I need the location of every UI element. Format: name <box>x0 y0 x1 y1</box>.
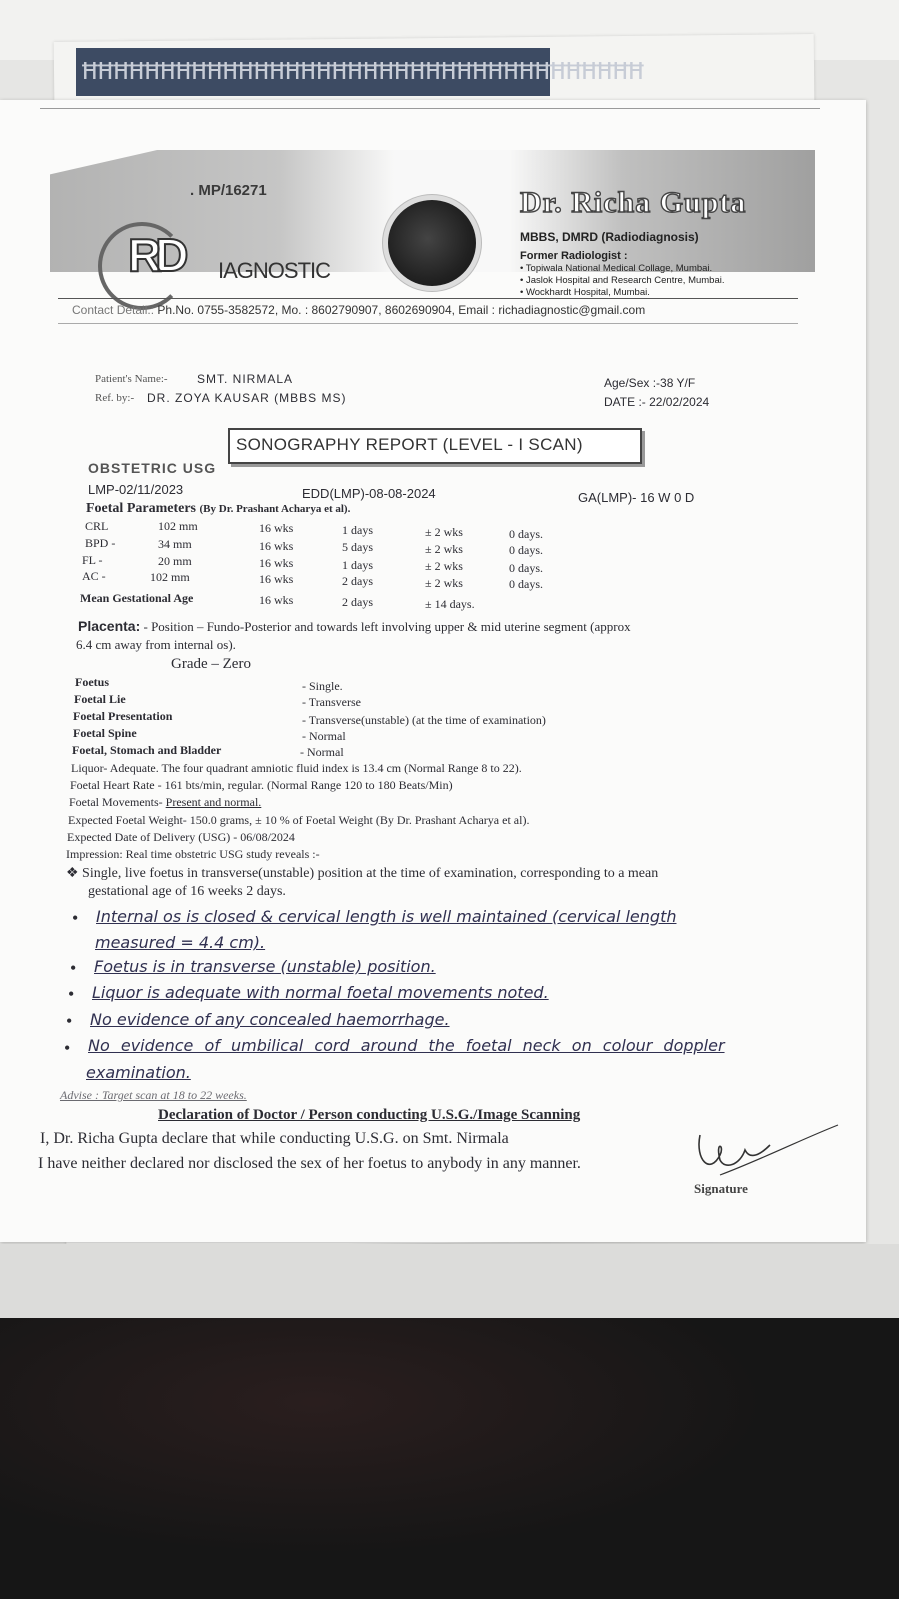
param-vdays: 0 days. <box>509 543 543 557</box>
foetal-heart-rate: Foetal Heart Rate - 161 bts/min, regular. (Normal Range 120 to 180 Beats/Min) <box>70 778 453 792</box>
hospital-3: • Wockhardt Hospital, Mumbai. <box>520 287 650 298</box>
contact-label: Contact Detail.: <box>72 303 155 317</box>
finding-label: Foetal Lie <box>74 692 126 706</box>
param-name: CRL <box>85 519 109 533</box>
param-vdays: 0 days. <box>509 561 543 575</box>
finding-label: Foetal, Stomach and Bladder <box>72 743 222 757</box>
bullet-text: Foetus is in transverse (unstable) position. <box>94 957 436 976</box>
logo-text: IAGNOSTIC <box>218 258 331 283</box>
contact-text: Ph.No. 0755-3582572, Mo. : 8602790907, 8602690904, Email : richadiagnostic@gmail.com <box>157 303 646 317</box>
bullet-text: No evidence of umbilical cord around the foetal neck on colour doppler <box>88 1036 725 1055</box>
patient-name-label: Patient's Name:- <box>95 373 168 385</box>
param-wks: 16 wks <box>259 539 294 553</box>
hospital-1: • Topiwala National Medical Collage, Mumbai. <box>520 263 713 274</box>
param-days: 1 days <box>342 523 373 537</box>
param-days: 2 days <box>342 574 373 588</box>
signature-scribble <box>690 1115 840 1185</box>
page-top-strip <box>40 108 820 123</box>
liquor: Liquor- Adequate. The four quadrant amniotic fluid index is 13.4 cm (Normal Range 8 to 22). <box>71 761 522 775</box>
signature-label: Signature <box>694 1181 748 1196</box>
impression-point-1: ❖ Single, live foetus in transverse(unstable) position at the time of examination, corresponding to a mean <box>66 866 659 881</box>
params-title-text: Foetal Parameters <box>86 501 196 516</box>
bullet-icon: • <box>72 908 79 928</box>
foetal-movements <box>69 795 261 810</box>
contact-details <box>72 303 645 317</box>
mga-var: ± 14 days. <box>425 597 475 611</box>
placenta-grade: Grade – Zero <box>171 656 251 672</box>
param-value: 20 mm <box>158 554 192 568</box>
expected-delivery-usg: Expected Date of Delivery (USG) - 06/08/2024 <box>67 830 295 844</box>
param-name: BPD - <box>85 536 116 550</box>
param-name: FL - <box>82 553 103 567</box>
placenta-text: - Position – Fundo-Posterior and towards left involving upper & mid uterine segment (approx <box>143 619 631 634</box>
logo-rd: RD <box>128 229 183 281</box>
mga-days: 2 days <box>342 595 373 609</box>
divider <box>58 323 798 324</box>
impression-point-1b: gestational age of 16 weeks 2 days. <box>88 884 286 899</box>
finding-value: - Transverse(unstable) (at the time of examination) <box>302 713 546 727</box>
param-var: ± 2 wks <box>425 576 463 590</box>
doctor-name: Dr. Richa Gupta <box>520 186 747 219</box>
tape-strip <box>76 48 644 96</box>
params-by: (By Dr. Prashant Acharya et al). <box>199 503 351 515</box>
finding-value: - Single. <box>302 679 343 693</box>
param-days: 1 days <box>342 558 373 572</box>
param-value: 102 mm <box>158 519 198 533</box>
edd-lmp: EDD(LMP)-08-08-2024 <box>302 486 436 501</box>
bullet-icon: • <box>68 984 75 1004</box>
param-wks: 16 wks <box>259 521 294 535</box>
doctor-degrees: MBBS, DMRD (Radiodiagnosis) <box>520 230 699 244</box>
param-wks: 16 wks <box>259 572 294 586</box>
bullet-icon: • <box>64 1038 71 1058</box>
dark-surface-shade <box>0 1318 899 1599</box>
bullet-text: No evidence of any concealed haemorrhage. <box>90 1010 450 1029</box>
tape-text: ĦĦĦĦĦĦĦĦĦĦĦĦĦĦĦĦĦĦĦĦĦĦĦĦĦĦĦĦĦĦĦĦĦĦĦĦ <box>82 57 644 87</box>
param-days: 5 days <box>342 540 373 554</box>
param-var: ± 2 wks <box>425 525 463 539</box>
lmp: LMP-02/11/2023 <box>88 482 184 497</box>
finding-value: - Transverse <box>302 695 361 709</box>
doctor-photo <box>388 200 476 286</box>
param-value: 34 mm <box>158 537 192 551</box>
bullet-text: Liquor is adequate with normal foetal movements noted. <box>92 983 549 1002</box>
movements-label: Foetal Movements- <box>69 795 163 809</box>
declaration-line-1: I, Dr. Richa Gupta declare that while conducting U.S.G. on Smt. Nirmala <box>40 1130 509 1147</box>
report-title-box <box>228 428 642 464</box>
report-date: DATE :- 22/02/2024 <box>604 395 710 409</box>
finding-label: Foetal Spine <box>73 726 137 740</box>
report-title: SONOGRAPHY REPORT (LEVEL - I SCAN) <box>236 435 583 454</box>
bullet-text: measured = 4.4 cm). <box>95 933 266 952</box>
age-sex: Age/Sex :-38 Y/F <box>604 376 696 390</box>
advise: Advise : Target scan at 18 to 22 weeks. <box>60 1088 247 1102</box>
bullet-icon: • <box>70 958 77 978</box>
finding-label: Foetal Presentation <box>73 709 173 723</box>
placenta-line <box>78 618 631 635</box>
param-name: AC - <box>82 569 106 583</box>
param-value: 102 mm <box>150 570 190 584</box>
finding-label: Foetus <box>75 675 109 689</box>
impression: Impression: Real time obstetric USG study reveals :- <box>66 847 320 861</box>
bullet-text: examination. <box>86 1063 191 1082</box>
params-title <box>86 501 350 517</box>
patient-name: SMT. NIRMALA <box>197 372 294 386</box>
mga-wks: 16 wks <box>259 593 294 607</box>
doctor-former: Former Radiologist : <box>520 250 628 262</box>
declaration-title: Declaration of Doctor / Person conducting U.S.G./Image Scanning <box>158 1107 581 1123</box>
registration-number: . MP/16271 <box>190 182 267 199</box>
placenta-label: Placenta: <box>78 618 141 634</box>
finding-value: - Normal <box>300 745 344 759</box>
finding-value: - Normal <box>302 729 346 743</box>
divider <box>58 298 798 299</box>
param-var: ± 2 wks <box>425 542 463 556</box>
section-title: OBSTETRIC USG <box>88 460 217 476</box>
movements-value: Present and normal. <box>165 795 262 809</box>
mga-label: Mean Gestational Age <box>80 591 194 605</box>
declaration-line-2: I have neither declared nor disclosed the sex of her foetus to anybody in any manner. <box>38 1155 581 1172</box>
bullet-icon: • <box>66 1011 73 1031</box>
expected-foetal-weight: Expected Foetal Weight- 150.0 grams, ± 10 % of Foetal Weight (By Dr. Prashant Acharya et al). <box>68 813 530 827</box>
ref-doctor: DR. ZOYA KAUSAR (MBBS MS) <box>147 391 347 405</box>
param-vdays: 0 days. <box>509 577 543 591</box>
bullet-text: Internal os is closed & cervical length is well maintained (cervical length <box>96 907 677 926</box>
param-var: ± 2 wks <box>425 559 463 573</box>
hospital-2: • Jaslok Hospital and Research Centre, Mumbai. <box>520 275 725 286</box>
ga-lmp: GA(LMP)- 16 W 0 D <box>578 490 695 505</box>
param-wks: 16 wks <box>259 556 294 570</box>
placenta-text-2: 6.4 cm away from internal os). <box>76 637 236 652</box>
ref-label: Ref. by:- <box>95 392 135 404</box>
param-vdays: 0 days. <box>509 527 543 541</box>
